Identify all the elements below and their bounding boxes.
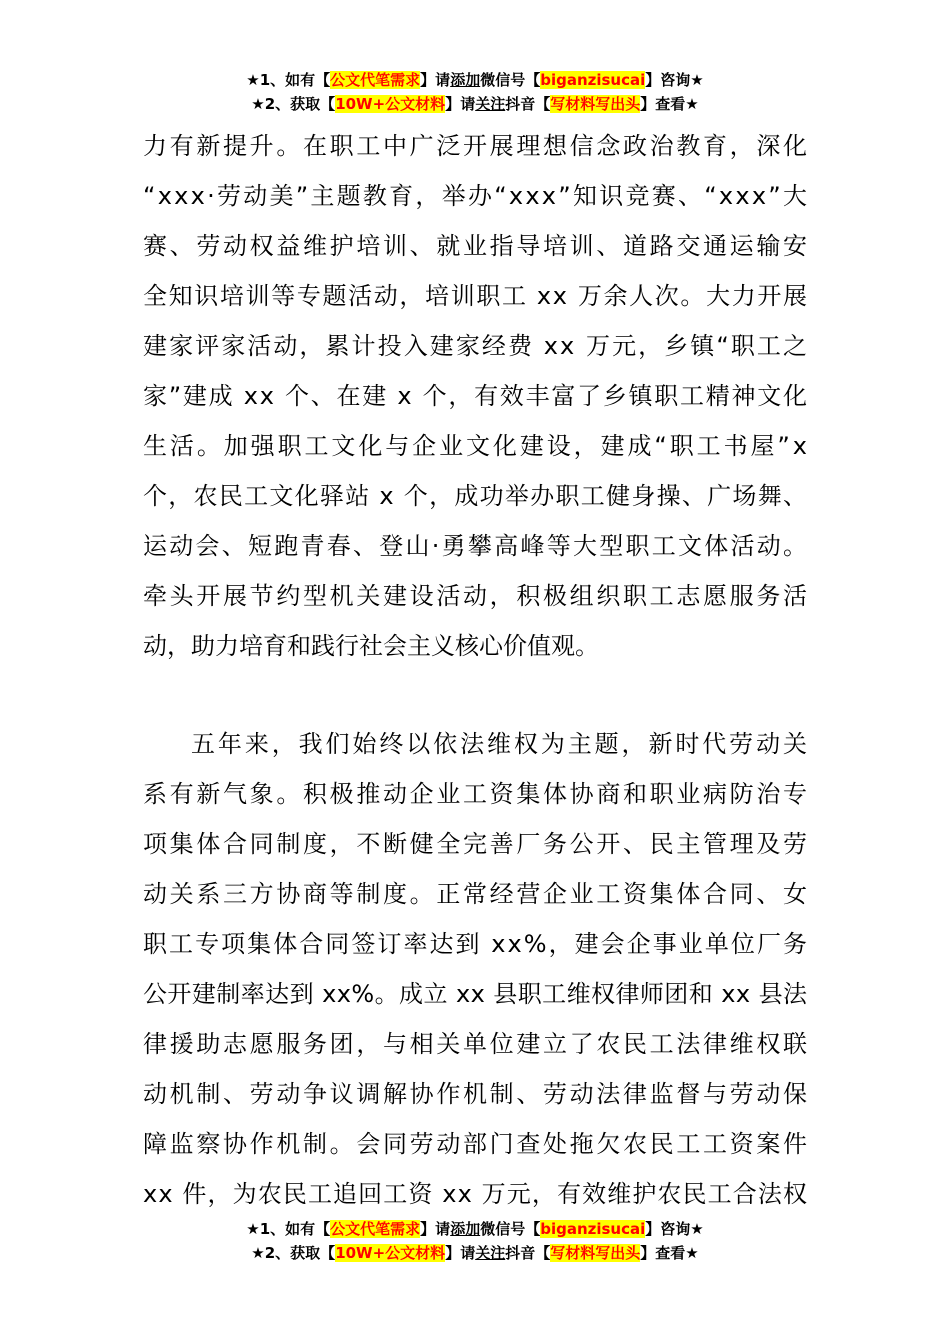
banner-highlight: biganzisucai bbox=[540, 1220, 646, 1238]
bottom-banner bbox=[0, 1217, 950, 1265]
text-line bbox=[143, 769, 810, 819]
text-line-content: 障监察协作机制。会同劳动部门查处拖欠农民工工资案件 bbox=[143, 1130, 810, 1158]
text-line bbox=[143, 1019, 810, 1069]
banner-text: 】查看★ bbox=[640, 1244, 699, 1262]
text-line bbox=[143, 471, 807, 521]
banner-line-2 bbox=[0, 92, 950, 116]
banner-text: 】请 bbox=[445, 1244, 476, 1262]
top-banner bbox=[0, 68, 950, 116]
banner-line-1 bbox=[0, 1217, 950, 1241]
banner-emphasis: 添加 bbox=[450, 71, 481, 89]
text-line-content: 运动会、短跑青春、登山·勇攀高峰等大型职工文体活动。 bbox=[143, 532, 810, 560]
text-line-content: 全知识培训等专题活动，培训职工 xx 万余人次。大力开展 bbox=[143, 282, 809, 310]
text-line-content: 赛、劳动权益维护培训、就业指导培训、道路交通运输安 bbox=[143, 232, 810, 260]
text-line bbox=[143, 1069, 810, 1119]
banner-text: 】咨询★ bbox=[645, 1220, 704, 1238]
text-line bbox=[143, 271, 807, 321]
text-line bbox=[143, 171, 810, 221]
banner-text: 】咨询★ bbox=[645, 71, 704, 89]
text-line bbox=[143, 919, 810, 969]
banner-text: ★1、如有【 bbox=[246, 71, 331, 89]
banner-highlight: 公文代笔需求 bbox=[330, 71, 421, 89]
banner-text: 】查看★ bbox=[640, 95, 699, 113]
text-line-content: 建家评家活动，累计投入建家经费 xx 万元，乡镇“职工之 bbox=[143, 332, 810, 360]
text-line-content: 个，农民工文化驿站 x 个，成功举办职工健身操、广场舞、 bbox=[143, 482, 809, 510]
text-line-content: 系有新气象。积极推动企业工资集体协商和职业病防治专 bbox=[143, 780, 810, 808]
banner-text: 抖音【 bbox=[505, 95, 551, 113]
text-line bbox=[143, 121, 810, 171]
text-line-content: 项集体合同制度，不断健全完善厂务公开、民主管理及劳 bbox=[143, 830, 810, 858]
banner-highlight: 写材料写出头 bbox=[550, 1244, 641, 1262]
text-line bbox=[143, 221, 810, 271]
text-line-content: 公开建制率达到 xx%。成立 xx 县职工维权律师团和 xx 县法 bbox=[143, 980, 808, 1008]
banner-text: 】请 bbox=[445, 95, 476, 113]
text-line bbox=[143, 819, 810, 869]
text-line-content: 力有新提升。在职工中广泛开展理想信念政治教育，深化 bbox=[143, 132, 810, 160]
text-line-content: 家”建成 xx 个、在建 x 个，有效丰富了乡镇职工精神文化 bbox=[143, 382, 809, 410]
text-line bbox=[143, 719, 810, 769]
text-line-content: “xxx·劳动美”主题教育，举办“xxx”知识竞赛、“xxx”大 bbox=[143, 182, 810, 210]
text-line-content: 动关系三方协商等制度。正常经营企业工资集体合同、女 bbox=[143, 880, 810, 908]
paragraph-2 bbox=[143, 719, 810, 1219]
banner-text: ★1、如有【 bbox=[246, 1220, 331, 1238]
text-line bbox=[143, 571, 810, 621]
text-line-content: 生活。加强职工文化与企业文化建设，建成“职工书屋”x bbox=[143, 432, 810, 460]
text-line bbox=[143, 621, 807, 671]
banner-emphasis: 关注 bbox=[475, 95, 506, 113]
banner-text: 微信号【 bbox=[480, 71, 541, 89]
banner-line-1 bbox=[0, 68, 950, 92]
banner-text: 】请 bbox=[420, 1220, 451, 1238]
text-line bbox=[143, 1169, 807, 1219]
text-line-content: 动，助力培育和践行社会主义核心价值观。 bbox=[143, 632, 599, 660]
banner-text: ★2、获取【 bbox=[251, 95, 336, 113]
paragraph-1 bbox=[143, 121, 810, 671]
text-line-content: 牵头开展节约型机关建设活动，积极组织职工志愿服务活 bbox=[143, 582, 810, 610]
banner-highlight: biganzisucai bbox=[540, 71, 646, 89]
banner-line-2 bbox=[0, 1241, 950, 1265]
banner-text: ★2、获取【 bbox=[251, 1244, 336, 1262]
text-line-content: 律援助志愿服务团，与相关单位建立了农民工法律维权联 bbox=[143, 1030, 810, 1058]
banner-highlight: 10W+公文材料 bbox=[335, 1244, 446, 1262]
banner-highlight: 公文代笔需求 bbox=[330, 1220, 421, 1238]
banner-highlight: 10W+公文材料 bbox=[335, 95, 446, 113]
banner-text: 抖音【 bbox=[505, 1244, 551, 1262]
text-line-content: 五年来，我们始终以依法维权为主题，新时代劳动关 bbox=[191, 730, 810, 758]
text-line-content: xx 件，为农民工追回工资 xx 万元，有效维护农民工合法权 bbox=[143, 1180, 809, 1208]
text-line bbox=[143, 371, 807, 421]
text-line bbox=[143, 421, 810, 471]
text-line-content: 职工专项集体合同签订率达到 xx%，建会企事业单位厂务 bbox=[143, 930, 810, 958]
text-line bbox=[143, 869, 810, 919]
banner-text: 】请 bbox=[420, 71, 451, 89]
banner-emphasis: 添加 bbox=[450, 1220, 481, 1238]
text-line bbox=[143, 1119, 810, 1169]
text-line-content: 动机制、劳动争议调解协作机制、劳动法律监督与劳动保 bbox=[143, 1080, 810, 1108]
text-line bbox=[143, 321, 810, 371]
text-line bbox=[143, 521, 810, 571]
text-line bbox=[143, 969, 807, 1019]
banner-highlight: 写材料写出头 bbox=[550, 95, 641, 113]
banner-text: 微信号【 bbox=[480, 1220, 541, 1238]
banner-emphasis: 关注 bbox=[475, 1244, 506, 1262]
